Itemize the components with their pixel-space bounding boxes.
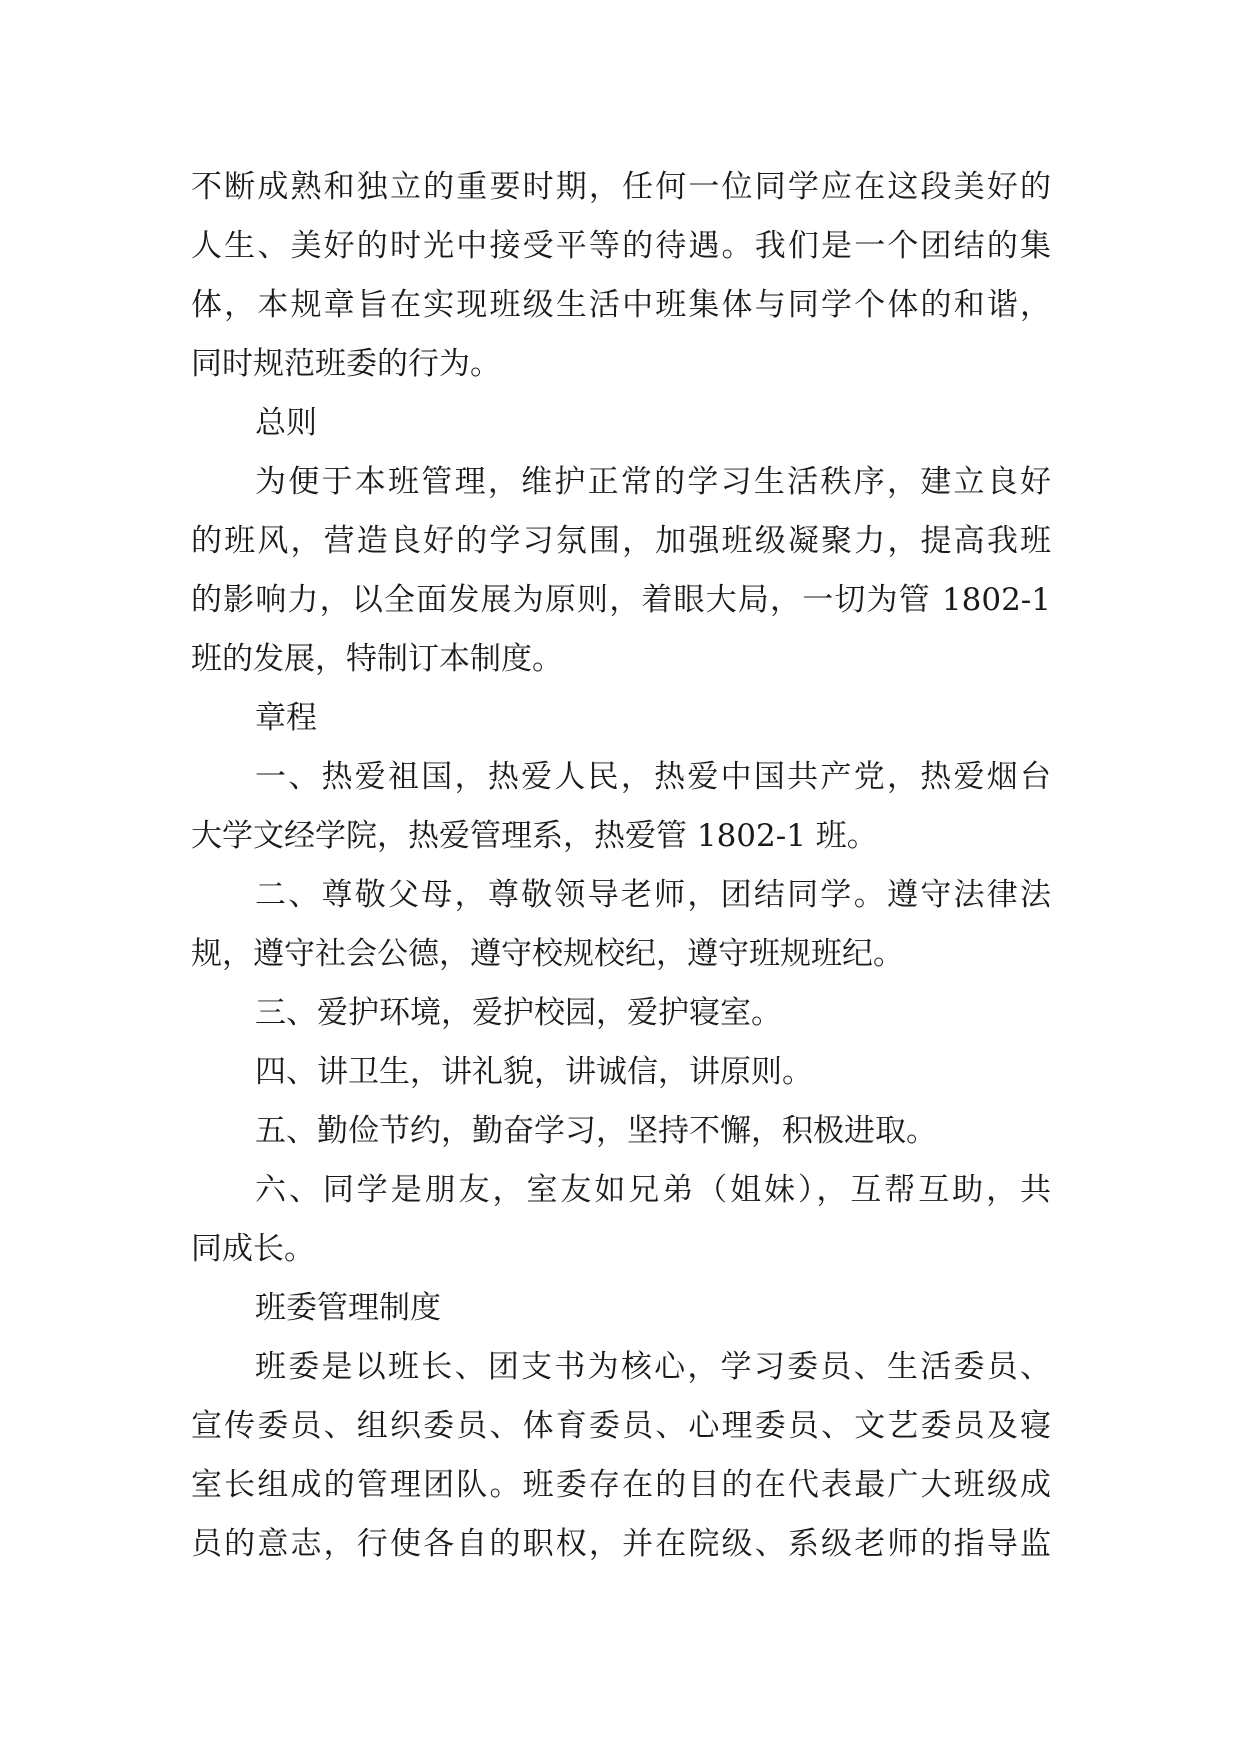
- paragraph-line: 五、勤俭节约，勤奋学习，坚持不懈，积极进取。: [255, 1113, 937, 1149]
- paragraph-line: 体，本规章旨在实现班级生活中班集体与同学个体的和谐，: [191, 287, 1051, 323]
- paragraph-line: 室长组成的管理团队。班委存在的目的在代表最广大班级成: [191, 1467, 1051, 1503]
- paragraph-line: 二、尊敬父母，尊敬领导老师，团结同学。遵守法律法: [255, 877, 1051, 913]
- section-heading-committee: 班委管理制度: [255, 1290, 441, 1326]
- paragraph-line: 的影响力，以全面发展为原则，着眼大局，一切为管 1802-1: [191, 582, 1051, 618]
- paragraph-line: 三、爱护环境，爱护校园，爱护寝室。: [255, 995, 782, 1031]
- paragraph-line: 一、热爱祖国，热爱人民，热爱中国共产党，热爱烟台: [255, 759, 1051, 795]
- section-heading-charter: 章程: [255, 700, 317, 736]
- paragraph-line: 四、讲卫生，讲礼貌，讲诚信，讲原则。: [255, 1054, 813, 1090]
- paragraph-line: 员的意志，行使各自的职权，并在院级、系级老师的指导监: [191, 1526, 1051, 1562]
- paragraph-line: 不断成熟和独立的重要时期，任何一位同学应在这段美好的: [191, 169, 1051, 205]
- section-heading-general: 总则: [255, 405, 317, 441]
- paragraph-line: 人生、美好的时光中接受平等的待遇。我们是一个团结的集: [191, 228, 1051, 264]
- paragraph-line: 为便于本班管理，维护正常的学习生活秩序，建立良好: [255, 464, 1051, 500]
- paragraph-line: 六、同学是朋友，室友如兄弟（姐妹），互帮互助，共: [255, 1172, 1051, 1208]
- paragraph-line: 的班风，营造良好的学习氛围，加强班级凝聚力，提高我班: [191, 523, 1051, 559]
- paragraph-line: 班的发展，特制订本制度。: [191, 641, 563, 677]
- paragraph-line: 规，遵守社会公德，遵守校规校纪，遵守班规班纪。: [191, 936, 904, 972]
- document-body: [191, 158, 1051, 1574]
- paragraph-line: 同成长。: [191, 1231, 315, 1267]
- paragraph-line: 同时规范班委的行为。: [191, 346, 501, 382]
- paragraph-line: 宣传委员、组织委员、体育委员、心理委员、文艺委员及寝: [191, 1408, 1051, 1444]
- paragraph-line: 大学文经学院，热爱管理系，热爱管 1802-1 班。: [191, 818, 878, 854]
- paragraph-line: 班委是以班长、团支书为核心，学习委员、生活委员、: [255, 1349, 1051, 1385]
